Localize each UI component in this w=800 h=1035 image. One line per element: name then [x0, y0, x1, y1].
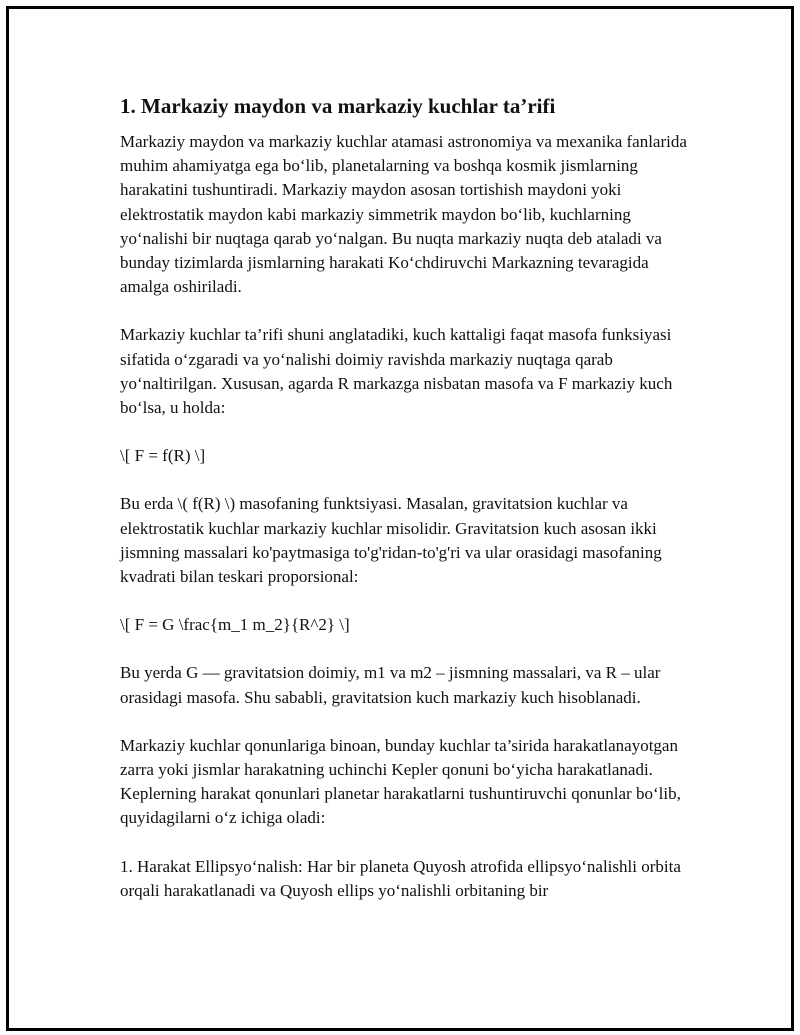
- paragraph-formula-explanation: Bu yerda G — gravitatsion doimiy, m1 va m2 – jismning massalari, va R – ular orasidagi masofa. Shu sababli, gravitatsion kuch markaziy kuch hisoblanadi.: [120, 663, 661, 707]
- page-frame: [6, 6, 794, 1031]
- formula-gravitation: \[ F = G \frac{m_1 m_2}{R^2} \]: [120, 615, 350, 635]
- section-heading: 1. Markaziy maydon va markaziy kuchlar ta’rifi: [120, 94, 556, 118]
- formula-central-force: \[ F = f(R) \]: [120, 446, 206, 466]
- paragraph-intro: Markaziy maydon va markaziy kuchlar atamasi astronomiya va mexanika fanlarida muhim ahamiyatga ega bo‘lib, planetalarning va boshqa kosmik jismlarning harakatini tushuntiradi. Markaziy maydon asosan tortishish maydoni yoki elektrostatik maydon kabi markaziy simmetrik maydon bo‘lib, kuchlarning yo‘nalishi bir nuqtaga qarab yo‘nalgan. Bu nuqta markaziy nuqta deb ataladi va bunday tizimlarda jismlarning harakati Ko‘chdiruvchi Markazning tevaragida amalga oshiriladi.: [120, 132, 687, 297]
- paragraph-kepler-intro: Markaziy kuchlar qonunlariga binoan, bunday kuchlar ta’sirida harakatlanayotgan zarra yoki jismlar harakatning uchinchi Kepler qonuni bo‘yicha harakatlanadi. Keplerning harakat qonunlari planetar harakatlarni tushuntiruvchi qonunlar bo‘lib, quyidagilarni o‘z ichiga oladi:: [120, 735, 681, 828]
- document-body: [120, 93, 700, 927]
- paragraph-gravity-example: Bu erda \( f(R) \) masofaning funktsiyasi. Masalan, gravitatsion kuchlar va elektrostatik kuchlar markaziy kuchlar misolidir. Gravitatsion kuch asosan ikki jismning massalari ko'paytmasiga to'g'ridan-to'g'ri va ular orasidagi masofaning kvadrati bilan teskari proporsional:: [120, 494, 662, 587]
- paragraph-kepler-first-law: 1. Harakat Ellipsyo‘nalish: Har bir planeta Quyosh atrofida ellipsyo‘nalishli orbita orqali harakatlanadi va Quyosh ellips yo‘nalishli orbitaning bir: [120, 856, 681, 900]
- paragraph-definition: Markaziy kuchlar ta’rifi shuni anglatadiki, kuch kattaligi faqat masofa funksiyasi sifatida o‘zgaradi va yo‘nalishi doimiy ravishda markaziy nuqtaga qarab yo‘naltirilgan. Xususan, agarda R markazga nisbatan masofa va F markaziy kuch bo‘lsa, u holda:: [120, 325, 673, 418]
